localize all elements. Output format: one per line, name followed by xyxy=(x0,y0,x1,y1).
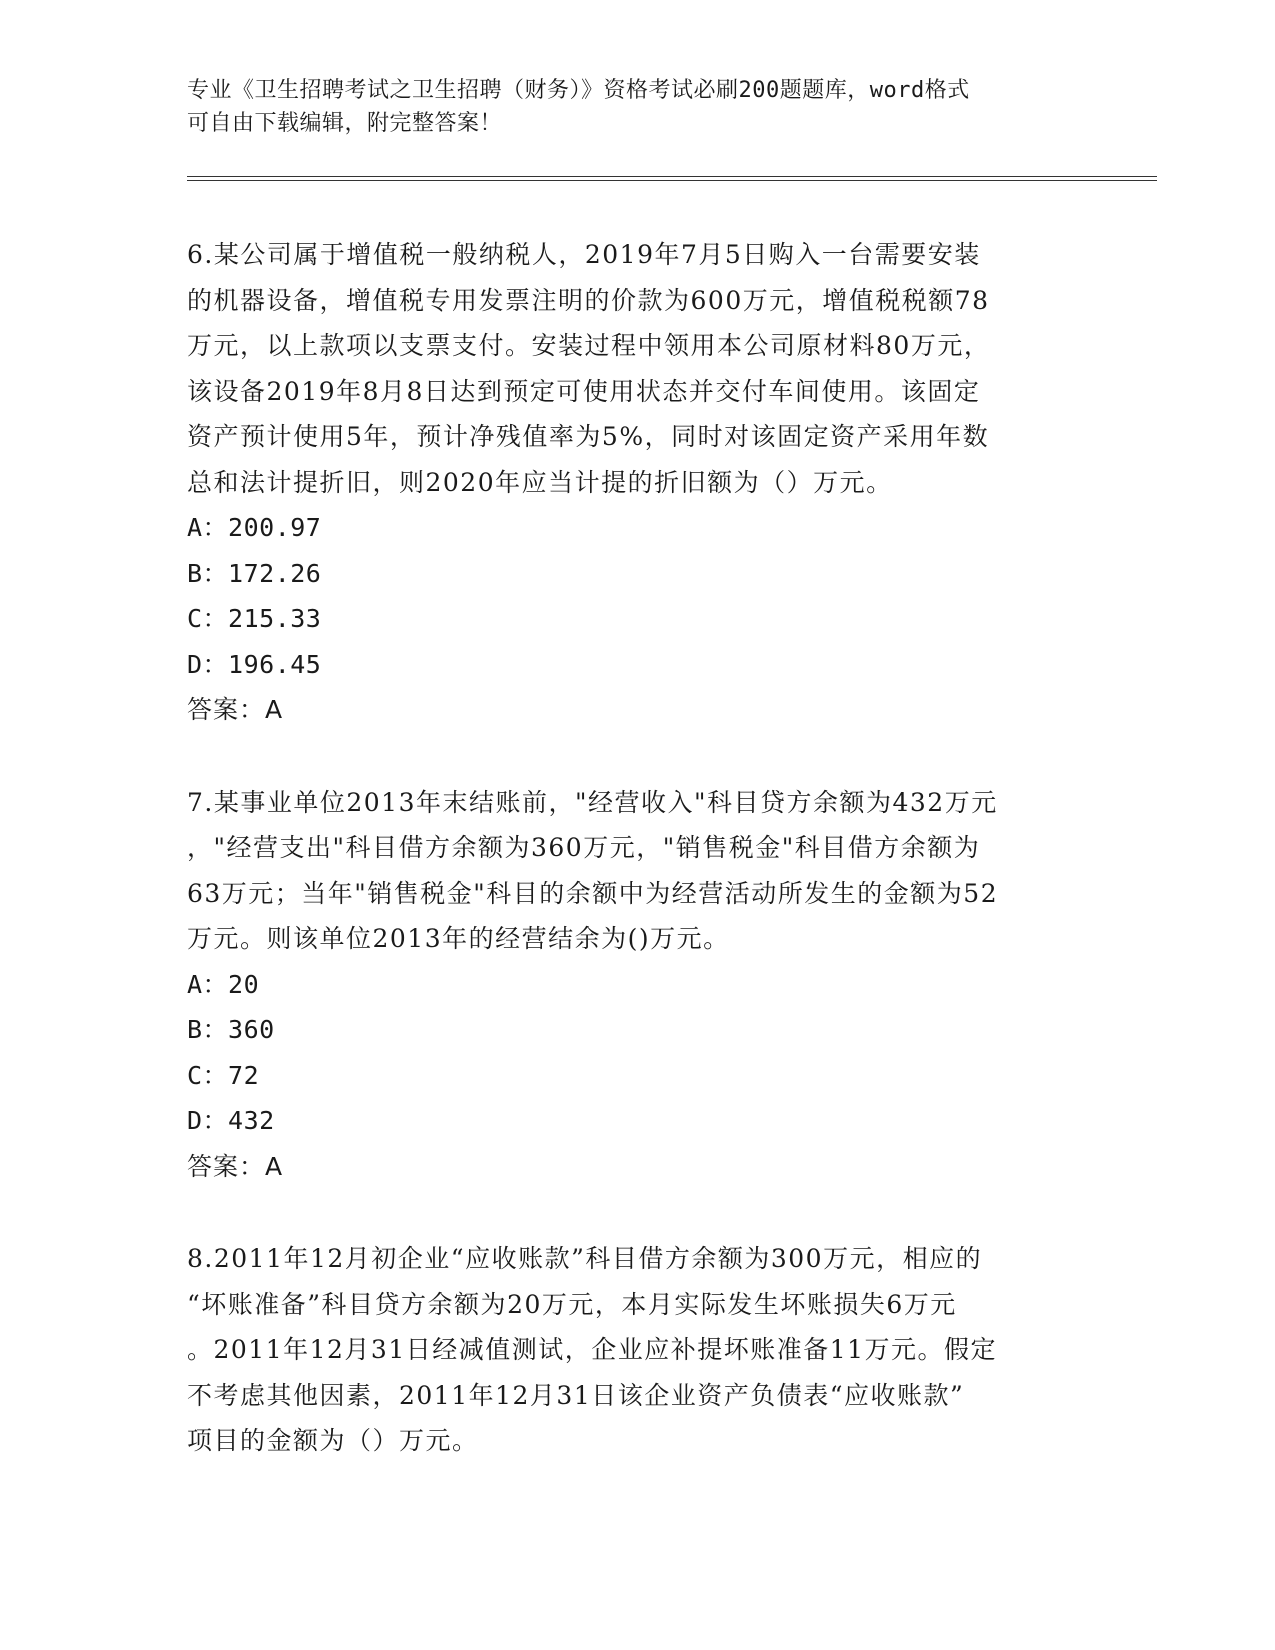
answer-text: 答案：A xyxy=(187,695,284,724)
stem-line: 8.2011年12月初企业“应收账款”科目借方余额为300万元，相应的 xyxy=(187,1244,983,1273)
question-stem xyxy=(187,780,1087,962)
option-a: A：200.97 xyxy=(187,513,322,542)
stem-line: 6.某公司属于增值税一般纳税人，2019年7月5日购入一台需要安装 xyxy=(187,240,981,269)
option-d: D：196.45 xyxy=(187,649,322,679)
stem-line: 不考虑其他因素，2011年12月31日该企业资产负债表“应收账款” xyxy=(187,1380,965,1410)
stem-line: 的机器设备，增值税专用发票注明的价款为600万元，增值税税额78 xyxy=(187,285,990,315)
header-line-2: 可自由下载编辑，附完整答案！ xyxy=(187,111,503,136)
question-8 xyxy=(187,1236,1087,1464)
stem-line: 总和法计提折旧，则2020年应当计提的折旧额为（）万元。 xyxy=(187,467,893,497)
stem-line: ，"经营支出"科目借方余额为360万元，"销售税金"科目借方余额为 xyxy=(187,833,981,862)
question-7 xyxy=(187,780,1087,1190)
stem-line: 7.某事业单位2013年末结账前，"经营收入"科目贷方余额为432万元 xyxy=(187,787,998,817)
option-a: A：20 xyxy=(187,969,260,999)
stem-line: 项目的金额为（）万元。 xyxy=(187,1426,479,1455)
option-b: B：172.26 xyxy=(187,558,322,588)
option-d: D：432 xyxy=(187,1106,275,1135)
stem-line: “坏账准备”科目贷方余额为20万元，本月实际发生坏账损失6万元 xyxy=(187,1289,957,1319)
stem-line: 资产预计使用5年，预计净残值率为5%，同时对该固定资产采用年数 xyxy=(187,422,990,451)
question-6 xyxy=(187,232,1087,733)
stem-line: 63万元；当年"销售税金"科目的余额中为经营活动所发生的金额为52 xyxy=(187,878,999,908)
question-stem xyxy=(187,232,1087,505)
option-c: C：72 xyxy=(187,1060,260,1090)
option-c: C：215.33 xyxy=(187,604,322,633)
stem-line: 万元。则该单位2013年的经营结余为()万元。 xyxy=(187,924,730,953)
stem-line: 。2011年12月31日经减值测试，企业应补提坏账准备11万元。假定 xyxy=(187,1335,998,1364)
question-list xyxy=(187,232,1087,1511)
stem-line: 该设备2019年8月8日达到预定可使用状态并交付车间使用。该固定 xyxy=(187,376,981,406)
question-stem xyxy=(187,1236,1087,1464)
answer-text: 答案：A xyxy=(187,1151,284,1181)
header-line-1: 专业《卫生招聘考试之卫生招聘（财务）》资格考试必刷200题题库，word格式 xyxy=(187,78,970,103)
stem-line: 万元，以上款项以支票支付。安装过程中领用本公司原材料80万元， xyxy=(187,331,991,360)
option-b: B：360 xyxy=(187,1015,275,1044)
header-divider xyxy=(187,176,1157,181)
document-header xyxy=(187,74,1087,140)
